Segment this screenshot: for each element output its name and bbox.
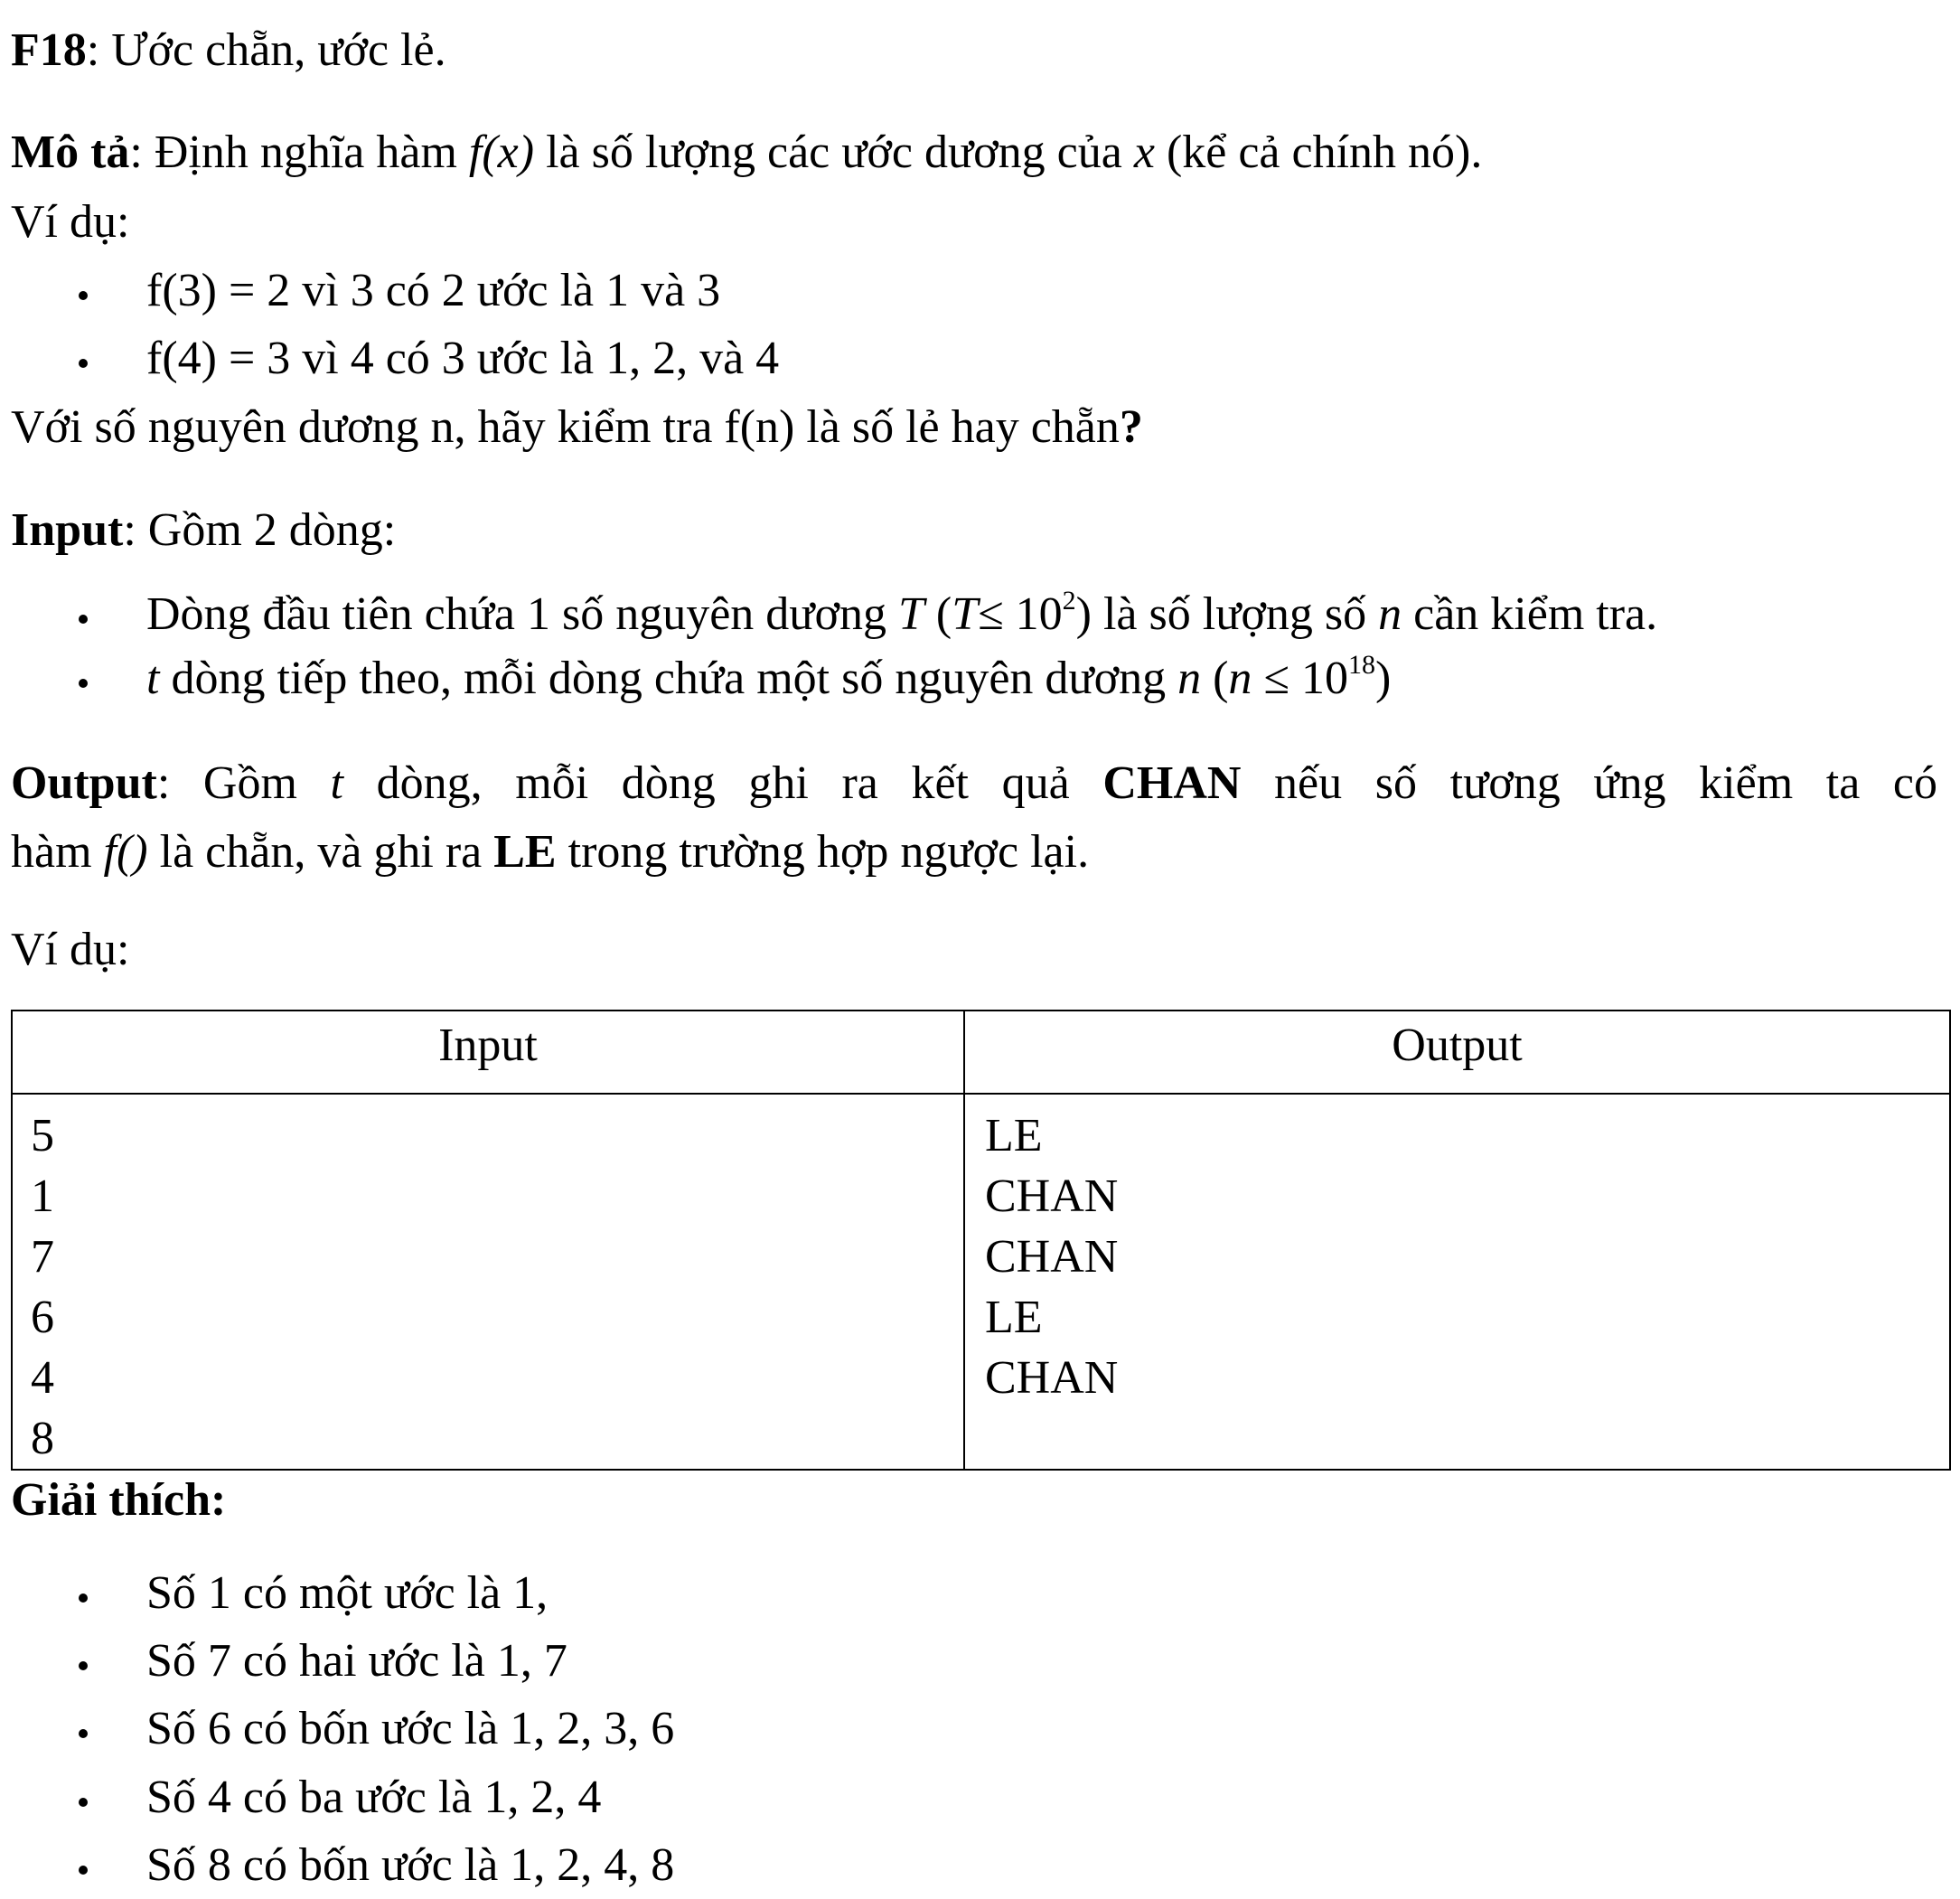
description-label: Mô tả [11,127,130,178]
description-text: là số lượng các ước dương của [534,127,1134,178]
list-item-text: f(4) = 3 vì 4 có 3 ước là 1, 2, và 4 [146,333,780,384]
input-value: 1 [31,1170,54,1222]
problem-title-text: : Ước chẵn, ước lẻ. [86,24,446,76]
input-value: 4 [31,1352,54,1404]
explanation-heading: Giải thích: [11,1474,227,1526]
bullet-icon [79,615,88,624]
bullet-icon [79,1798,88,1807]
question-text: Với số nguyên dương n, hãy kiểm tra f(n) là số lẻ hay chẵn [11,401,1120,453]
table-header-input: Input [12,1011,964,1094]
list-item-text: t dòng tiếp theo, mỗi dòng chứa một số nguyên dương n $(n \le 10^{18})$ [146,650,1392,704]
list-item-text: Dòng đầu tiên chứa 1 số nguyên dương T $(T\le 10^2)$ là số lượng số n cần kiểm tra. [146,586,1658,640]
problem-title [11,24,446,76]
input-heading-text: : Gồm 2 dòng: [123,504,397,556]
bullet-icon [79,679,88,688]
output-value: CHAN [985,1352,1119,1404]
list-item-text: Số 7 có hai ước là 1, 7 [146,1635,567,1687]
math-x: x [1133,127,1155,178]
bullet-icon [79,1866,88,1875]
description-text: : Định nghĩa hàm [129,127,469,178]
question-line [11,401,1143,453]
input-value: 7 [31,1231,54,1283]
question-mark: ? [1119,401,1143,453]
input-value: 5 [31,1110,54,1161]
output-value: LE [985,1110,1043,1161]
output-value: CHAN [985,1170,1119,1222]
description-text: (kể cả chính nó). [1154,127,1483,178]
bullet-icon [79,1661,88,1670]
output-value: LE [985,1292,1043,1343]
description-line [11,129,1482,176]
table-header-output: Output [964,1011,1950,1094]
output-value: CHAN [985,1231,1119,1283]
output-cell [964,1094,1950,1470]
list-item-text: Số 4 có ba ước là 1, 2, 4 [146,1772,602,1823]
example-table-label: Ví dụ: [11,924,130,975]
table-row [12,1094,1950,1470]
list-item-text: f(3) = 2 vì 3 có 2 ước là 1 và 3 [146,265,721,316]
math-fx: f(x) [468,127,535,178]
bullet-icon [79,291,88,300]
problem-code: F18 [11,24,87,76]
output-label: Output [11,757,157,809]
output-line-2: hàm f() là chẵn, và ghi ra LE trong trường hợp ngược lại. [11,826,1090,878]
input-value: 8 [31,1413,54,1464]
bullet-icon [79,359,88,368]
output-line-1: Output: Gồm t dòng, mỗi dòng ghi ra kết quả CHAN nếu số tương ứng kiểm ta có [11,757,1937,809]
bullet-icon [79,1729,88,1738]
table-header-row [12,1011,1950,1094]
input-cell [12,1094,964,1470]
example-label: Ví dụ: [11,196,130,248]
list-item-text: Số 1 có một ước là 1, [146,1567,549,1619]
input-value: 6 [31,1292,54,1343]
input-heading [11,504,397,556]
bullet-icon [79,1593,88,1603]
input-label: Input [11,504,124,556]
list-item-text: Số 8 có bốn ước là 1, 2, 4, 8 [146,1839,675,1891]
list-item-text: Số 6 có bốn ước là 1, 2, 3, 6 [146,1703,675,1754]
example-table [11,1010,1951,1471]
